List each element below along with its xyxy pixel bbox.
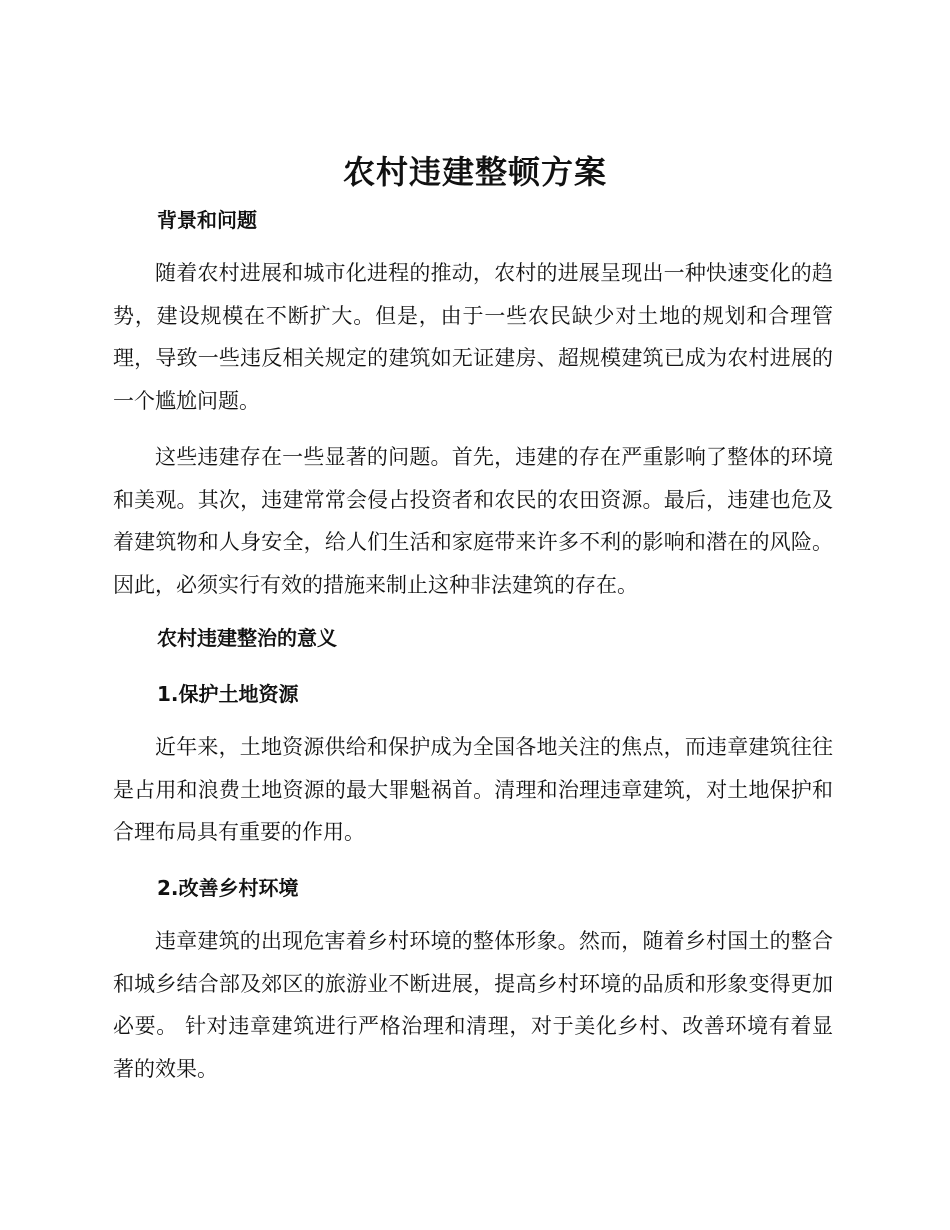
paragraph-protect-land: 近年来，土地资源供给和保护成为全国各地关注的焦点，而违章建筑往往是占用和浪费土地资源的最大罪魁祸首。清理和治理违章建筑，对土地保护和合理布局具有重要的作用。 [113, 735, 833, 844]
subheading-protect-land: 1.保护土地资源 [157, 682, 299, 706]
document-title: 农村违建整顿方案 [342, 153, 607, 191]
paragraph-background-2: 这些违建存在一些显著的问题。首先，违建的存在严重影响了整体的环境和美观。其次，违建常常会侵占投资者和农民的农田资源。最后，违建也危及着建筑物和人身安全，给人们生活和家庭带来许多不利的影响和潜在的风险。因此，必须实行有效的措施来制止这种非法建筑的存在。 [113, 445, 833, 597]
paragraph-background-1: 随着农村进展和城市化进程的推动，农村的进展呈现出一种快速变化的趋势，建设规模在不断扩大。但是，由于一些农民缺少对土地的规划和合理管理，导致一些违反相关规定的建筑如无证建房、超规模建筑已成为农村进展的一个尴尬问题。 [113, 261, 833, 413]
section-heading-significance: 农村违建整治的意义 [157, 626, 337, 650]
paragraph-improve-environment: 违章建筑的出现危害着乡村环境的整体形象。然而，随着乡村国土的整合和城乡结合部及郊区的旅游业不断进展，提高乡村环境的品质和形象变得更加必要。 针对违章建筑进行严格治理和清理，对于美化乡村、改善环境有着显著的效果。 [113, 929, 833, 1081]
subheading-improve-environment: 2.改善乡村环境 [157, 876, 299, 900]
section-heading-background: 背景和问题 [157, 208, 257, 232]
